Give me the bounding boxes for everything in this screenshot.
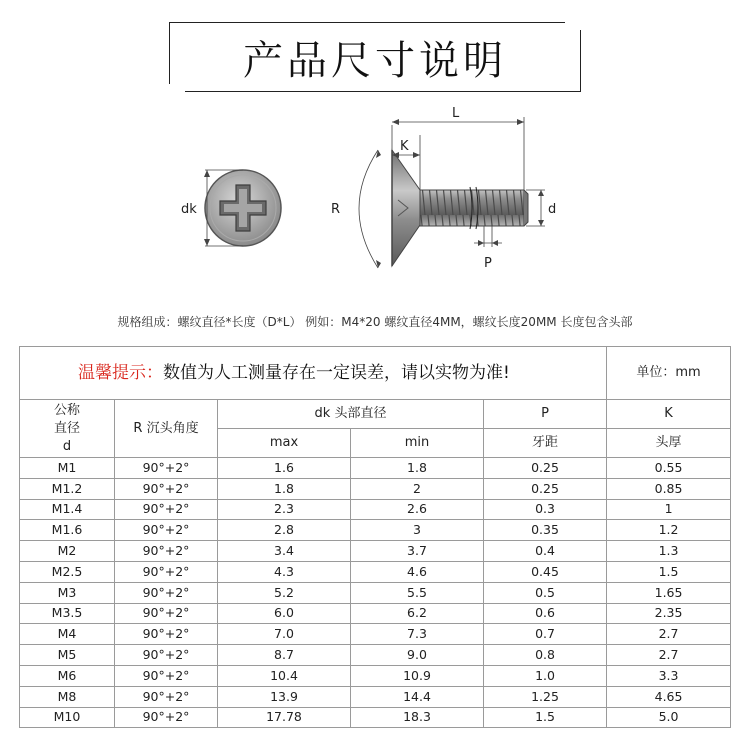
notice-label: 温馨提示： — [78, 363, 163, 383]
cell-p: 0.8 — [484, 645, 607, 666]
cell-r: 90°+2° — [115, 665, 218, 686]
cell-max: 1.6 — [218, 458, 351, 479]
screw-side-view — [331, 106, 556, 271]
table-row — [20, 520, 731, 541]
cell-max: 17.78 — [218, 707, 351, 728]
cell-r: 90°+2° — [115, 458, 218, 479]
header-k-sub: 头厚 — [607, 429, 731, 458]
table-row — [20, 499, 731, 520]
header-k: K — [607, 400, 731, 429]
cell-min: 6.2 — [351, 603, 484, 624]
cell-k: 1.65 — [607, 582, 731, 603]
cell-min: 1.8 — [351, 458, 484, 479]
cell-k: 2.35 — [607, 603, 731, 624]
cell-p: 0.25 — [484, 478, 607, 499]
title-frame — [169, 22, 581, 92]
page-title: 产品尺寸说明 — [243, 37, 507, 84]
cell-d: M10 — [20, 707, 115, 728]
cell-p: 1.5 — [484, 707, 607, 728]
header-dk: dk 头部直径 — [218, 400, 484, 429]
cell-min: 10.9 — [351, 665, 484, 686]
cell-p: 0.6 — [484, 603, 607, 624]
header-p-sub: 牙距 — [484, 429, 607, 458]
table-row — [20, 603, 731, 624]
cell-max: 7.0 — [218, 624, 351, 645]
cell-k: 2.7 — [607, 624, 731, 645]
cell-min: 18.3 — [351, 707, 484, 728]
cell-max: 10.4 — [218, 665, 351, 686]
table-row — [20, 541, 731, 562]
cell-k: 2.7 — [607, 645, 731, 666]
cell-min: 3.7 — [351, 541, 484, 562]
cell-min: 5.5 — [351, 582, 484, 603]
cell-p: 0.4 — [484, 541, 607, 562]
cell-d: M1.4 — [20, 499, 115, 520]
table-row — [20, 458, 731, 479]
cell-p: 1.25 — [484, 686, 607, 707]
cell-k: 3.3 — [607, 665, 731, 686]
notice-row — [20, 347, 731, 400]
cell-max: 5.2 — [218, 582, 351, 603]
cell-d: M3.5 — [20, 603, 115, 624]
d-label: d — [548, 202, 557, 217]
cell-k: 1.3 — [607, 541, 731, 562]
table-row — [20, 686, 731, 707]
cell-p: 0.3 — [484, 499, 607, 520]
cell-r: 90°+2° — [115, 624, 218, 645]
cell-p: 0.25 — [484, 458, 607, 479]
header-r: R 沉头角度 — [115, 400, 218, 458]
k-label: K — [400, 139, 409, 154]
cell-r: 90°+2° — [115, 603, 218, 624]
cell-p: 0.45 — [484, 561, 607, 582]
header-min: min — [351, 429, 484, 458]
header-max: max — [218, 429, 351, 458]
cell-p: 0.7 — [484, 624, 607, 645]
notice-text: 数值为人工测量存在一定误差，请以实物为准! — [163, 363, 510, 383]
cell-min: 3 — [351, 520, 484, 541]
cell-d: M1 — [20, 458, 115, 479]
cell-max: 6.0 — [218, 603, 351, 624]
cell-d: M5 — [20, 645, 115, 666]
screw-drawing — [0, 95, 750, 305]
cell-max: 3.4 — [218, 541, 351, 562]
cell-max: 8.7 — [218, 645, 351, 666]
head-top-view — [181, 170, 281, 246]
cell-p: 0.35 — [484, 520, 607, 541]
unit-label: 单位：mm — [607, 347, 731, 400]
cell-max: 2.3 — [218, 499, 351, 520]
cell-min: 9.0 — [351, 645, 484, 666]
cell-k: 5.0 — [607, 707, 731, 728]
table-row — [20, 645, 731, 666]
r-label: R — [331, 202, 341, 217]
cell-min: 2.6 — [351, 499, 484, 520]
cell-r: 90°+2° — [115, 645, 218, 666]
table-row — [20, 582, 731, 603]
header-d-line1: 公称 — [53, 402, 80, 418]
cell-k: 1.5 — [607, 561, 731, 582]
cell-max: 4.3 — [218, 561, 351, 582]
table-row — [20, 707, 731, 728]
table-row — [20, 624, 731, 645]
header-d-line2: 直径 — [53, 420, 80, 436]
cell-k: 0.85 — [607, 478, 731, 499]
cell-r: 90°+2° — [115, 707, 218, 728]
spec-note: 规格组成：螺纹直径*长度（D*L） 例如：M4*20 螺纹直径4MM，螺纹长度20MM 长度包含头部 — [117, 315, 633, 329]
cell-d: M2.5 — [20, 561, 115, 582]
size-table — [19, 346, 730, 728]
p-label: P — [484, 256, 492, 271]
cell-r: 90°+2° — [115, 686, 218, 707]
cell-r: 90°+2° — [115, 520, 218, 541]
cell-r: 90°+2° — [115, 561, 218, 582]
header-d-line3: d — [62, 438, 72, 454]
cell-min: 2 — [351, 478, 484, 499]
cell-d: M2 — [20, 541, 115, 562]
cell-min: 7.3 — [351, 624, 484, 645]
cell-max: 2.8 — [218, 520, 351, 541]
cell-r: 90°+2° — [115, 582, 218, 603]
cell-p: 1.0 — [484, 665, 607, 686]
cell-r: 90°+2° — [115, 478, 218, 499]
dk-label: dk — [181, 202, 197, 217]
header-p: P — [484, 400, 607, 429]
cell-d: M4 — [20, 624, 115, 645]
cell-p: 0.5 — [484, 582, 607, 603]
cell-d: M1.2 — [20, 478, 115, 499]
cell-k: 1.2 — [607, 520, 731, 541]
header-d — [20, 400, 115, 458]
header-row-1 — [20, 400, 731, 429]
notice-cell — [20, 347, 607, 400]
table-row — [20, 478, 731, 499]
l-label: L — [452, 106, 460, 121]
cell-r: 90°+2° — [115, 499, 218, 520]
cell-d: M1.6 — [20, 520, 115, 541]
cell-k: 1 — [607, 499, 731, 520]
cell-d: M3 — [20, 582, 115, 603]
table-body — [20, 458, 731, 728]
table-row — [20, 665, 731, 686]
cell-k: 4.65 — [607, 686, 731, 707]
cell-k: 0.55 — [607, 458, 731, 479]
cell-max: 1.8 — [218, 478, 351, 499]
cell-d: M8 — [20, 686, 115, 707]
table-row — [20, 561, 731, 582]
cell-min: 14.4 — [351, 686, 484, 707]
cell-d: M6 — [20, 665, 115, 686]
cell-max: 13.9 — [218, 686, 351, 707]
cell-r: 90°+2° — [115, 541, 218, 562]
cell-min: 4.6 — [351, 561, 484, 582]
